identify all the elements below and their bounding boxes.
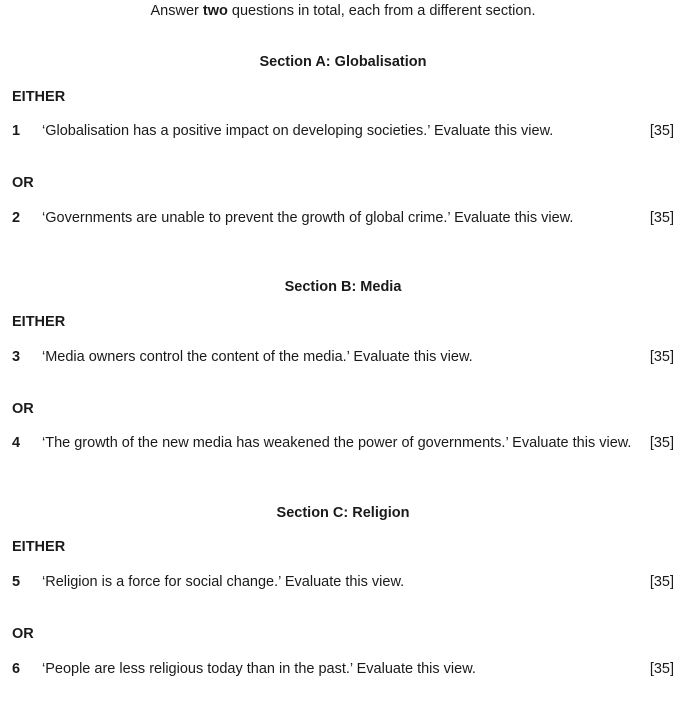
or-label: OR [12,626,34,642]
section-b-title: Section B: Media [284,279,402,295]
question-marks: [35] [649,574,674,590]
question-marks: [35] [649,123,674,139]
question-text: ‘Media owners control the content of the media.’ Evaluate this view. [42,349,473,365]
question-number: 2 [12,210,21,226]
either-label: EITHER [12,89,66,105]
instruction-emphasis: two [202,3,228,19]
question-text: ‘Governments are unable to prevent the growth of global crime.’ Evaluate this view. [42,210,574,226]
question-text: ‘Religion is a force for social change.’ Evaluate this view. [42,574,405,590]
question-number: 1 [12,123,21,139]
or-label: OR [12,175,34,191]
question-text: ‘People are less religious today than in the past.’ Evaluate this view. [42,661,476,677]
section-a-title: Section A: Globalisation [259,54,427,70]
either-label: EITHER [12,314,66,330]
question-marks: [35] [649,661,674,677]
question-text: ‘The growth of the new media has weakened the power of governments.’ Evaluate this view. [42,435,632,451]
question-number: 6 [12,661,21,677]
either-label: EITHER [12,539,66,555]
question-number: 3 [12,349,21,365]
question-number: 5 [12,574,21,590]
question-number: 4 [12,435,21,451]
instruction [0,2,686,20]
question-marks: [35] [649,210,674,226]
instruction-after: questions in total, each from a different section. [227,3,536,19]
section-c-title: Section C: Religion [276,505,410,521]
instruction-before: Answer [150,3,203,19]
or-label: OR [12,401,34,417]
question-marks: [35] [649,349,674,365]
question-marks: [35] [649,435,674,451]
question-text: ‘Globalisation has a positive impact on developing societies.’ Evaluate this view. [42,123,554,139]
